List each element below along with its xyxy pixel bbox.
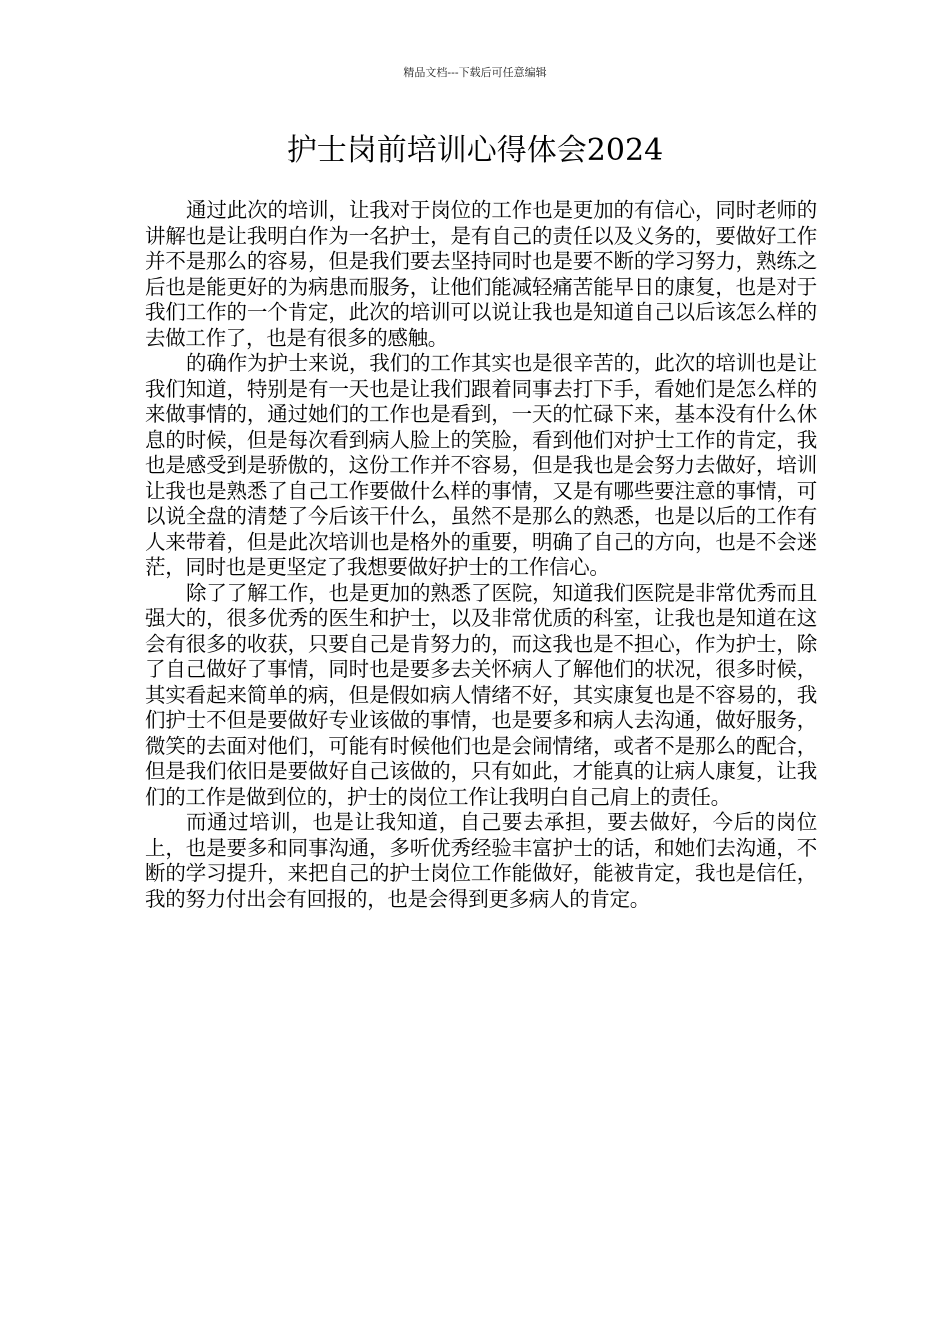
paragraph-3: 除了了解工作，也是更加的熟悉了医院，知道我们医院是非常优秀而且强大的，很多优秀的医生和护士，以及非常优质的科室，让我也是知道在这会有很多的收获，只要自己是肯努力的，而这我也是不担心，作为护士，除了自己做好了事情，同时也是要多去关怀病人了解他们的状况，很多时候，其实看起来简单的病，但是假如病人情绪不好，其实康复也是不容易的，我们护士不但是要做好专业该做的事情，也是要多和病人去沟通，做好服务，微笑的去面对他们，可能有时候他们也是会闹情绪，或者不是那么的配合，但是我们依旧是要做好自己该做的，只有如此，才能真的让病人康复，让我们的工作是做到位的，护士的岗位工作让我明白自己肩上的责任。: [145, 580, 817, 809]
document-title: 护士岗前培训心得体会2024: [286, 133, 664, 168]
page-header: 精品文档---下载后可任意编辑: [403, 66, 547, 79]
document-body: [145, 198, 817, 912]
paragraph-2: 的确作为护士来说，我们的工作其实也是很辛苦的，此次的培训也是让我们知道，特别是有一天也是让我们跟着同事去打下手，看她们是怎么样的来做事情的，通过她们的工作也是看到，一天的忙碌下来，基本没有什么休息的时候，但是每次看到病人脸上的笑脸，看到他们对护士工作的肯定，我也是感受到是骄傲的，这份工作并不容易，但是我也是会努力去做好，培训让我也是熟悉了自己工作要做什么样的事情，又是有哪些要注意的事情，可以说全盘的清楚了今后该干什么，虽然不是那么的熟悉，也是以后的工作有人来带着，但是此次培训也是格外的重要，明确了自己的方向，也是不会迷茫，同时也是更坚定了我想要做好护士的工作信心。: [145, 351, 817, 579]
paragraph-1: 通过此次的培训，让我对于岗位的工作也是更加的有信心，同时老师的讲解也是让我明白作为一名护士，是有自己的责任以及义务的，要做好工作并不是那么的容易，但是我们要去坚持同时也是要不断的学习努力，熟练之后也是能更好的为病患而服务，让他们能减轻痛苦能早日的康复，也是对于我们工作的一个肯定，此次的培训可以说让我也是知道自己以后该怎么样的去做工作了，也是有很多的感触。: [145, 198, 817, 350]
paragraph-4: 而通过培训，也是让我知道，自己要去承担，要去做好，今后的岗位上，也是要多和同事沟通，多听优秀经验丰富护士的话，和她们去沟通，不断的学习提升，来把自己的护士岗位工作能做好，能被肯定，我也是信任，我的努力付出会有回报的，也是会得到更多病人的肯定。: [145, 810, 817, 911]
